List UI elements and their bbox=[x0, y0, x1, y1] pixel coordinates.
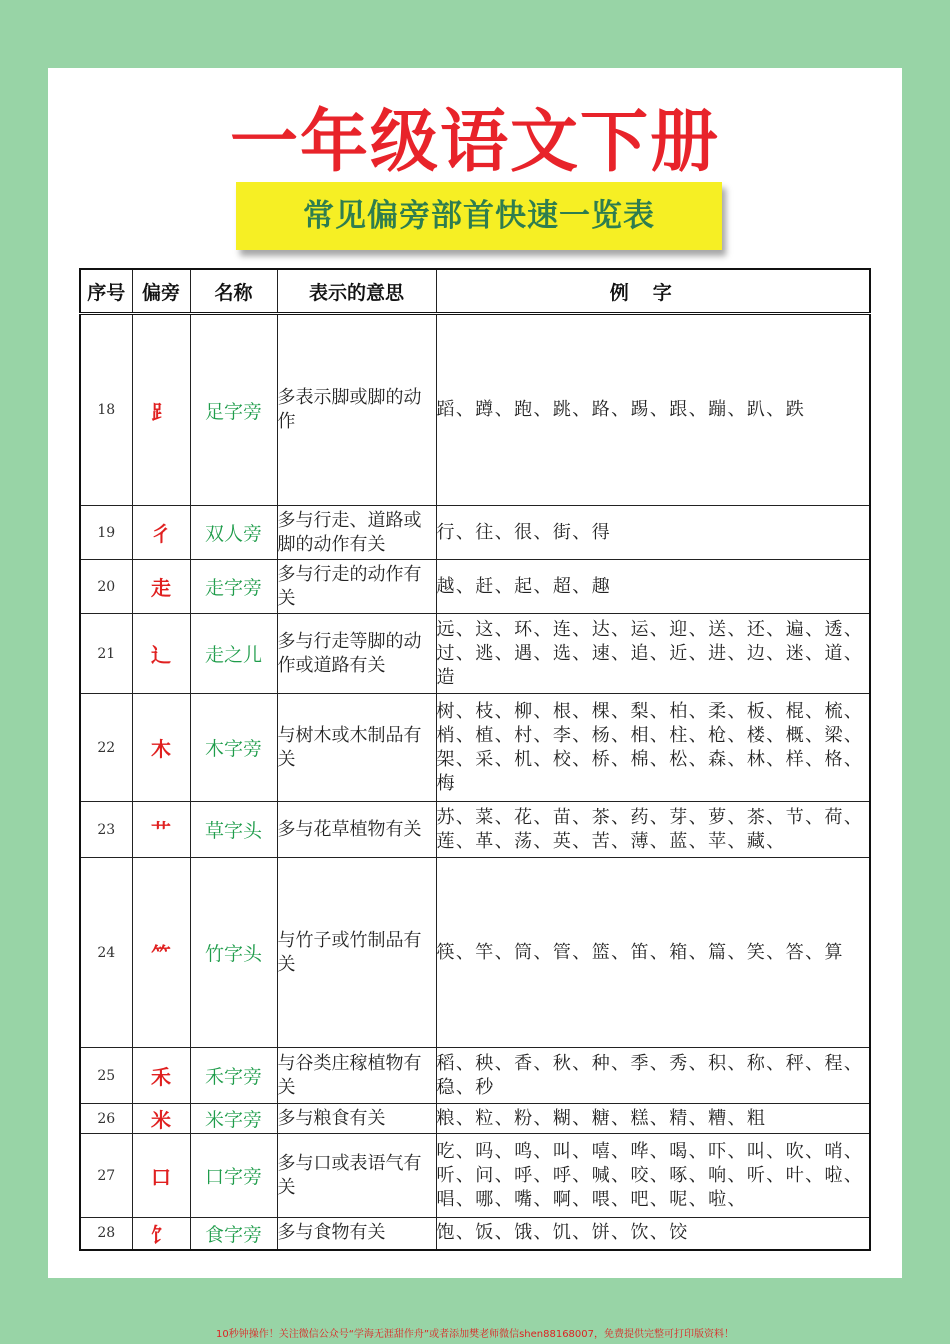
row-meaning: 多与行走等脚的动作或道路有关 bbox=[277, 614, 436, 694]
row-number: 27 bbox=[80, 1134, 132, 1218]
row-meaning: 多与口或表语气有关 bbox=[277, 1134, 436, 1218]
table-row bbox=[80, 1104, 870, 1134]
row-number: 24 bbox=[80, 858, 132, 1048]
row-meaning: 多与花草植物有关 bbox=[277, 802, 436, 858]
row-meaning: 多与行走、道路或脚的动作有关 bbox=[277, 506, 436, 560]
header-radical: 偏旁 bbox=[132, 269, 190, 314]
subtitle-banner: 常见偏旁部首快速一览表 bbox=[236, 182, 722, 250]
row-meaning: 多表示脚或脚的动作 bbox=[277, 314, 436, 506]
row-name: 食字旁 bbox=[190, 1218, 277, 1250]
row-radical: 饣 bbox=[132, 1218, 190, 1250]
row-examples: 远、这、环、连、达、运、迎、送、还、遍、透、过、逃、遇、选、速、追、近、进、边、迷、道、造 bbox=[436, 614, 870, 694]
row-examples: 筷、竿、筒、管、篮、笛、箱、篇、笑、答、算 bbox=[436, 858, 870, 1048]
page-title: 一年级语文下册 bbox=[229, 103, 720, 182]
row-name: 米字旁 bbox=[190, 1104, 277, 1134]
row-examples: 吃、吗、鸣、叫、嘻、哗、喝、吓、叫、吹、哨、听、问、呼、呼、喊、咬、啄、响、听、叶、啦、唱、哪、嘴、啊、喂、吧、呢、啦、 bbox=[436, 1134, 870, 1218]
row-examples: 行、往、很、街、得 bbox=[436, 506, 870, 560]
row-number: 28 bbox=[80, 1218, 132, 1250]
row-name: 竹字头 bbox=[190, 858, 277, 1048]
row-number: 21 bbox=[80, 614, 132, 694]
row-number: 22 bbox=[80, 694, 132, 802]
row-radical: 艹 bbox=[132, 802, 190, 858]
row-meaning: 多与行走的动作有关 bbox=[277, 560, 436, 614]
row-radical: ⺮ bbox=[132, 858, 190, 1048]
row-radical: 口 bbox=[132, 1134, 190, 1218]
row-number: 26 bbox=[80, 1104, 132, 1134]
row-name: 双人旁 bbox=[190, 506, 277, 560]
row-examples: 树、枝、柳、根、棵、梨、柏、柔、板、棍、梳、梢、植、村、李、杨、相、柱、枪、楼、概、梁、架、采、机、校、桥、棉、松、森、林、样、格、梅 bbox=[436, 694, 870, 802]
row-meaning: 与树木或木制品有关 bbox=[277, 694, 436, 802]
row-number: 25 bbox=[80, 1048, 132, 1104]
row-examples: 饱、饭、饿、饥、饼、饮、饺 bbox=[436, 1218, 870, 1250]
row-examples: 越、赶、起、超、趣 bbox=[436, 560, 870, 614]
row-radical: 禾 bbox=[132, 1048, 190, 1104]
header-examples: 例字 bbox=[436, 269, 870, 314]
table-row bbox=[80, 1218, 870, 1250]
row-examples: 粮、粒、粉、糊、糖、糕、精、糟、粗 bbox=[436, 1104, 870, 1134]
row-radical: 辶 bbox=[132, 614, 190, 694]
radicals-table bbox=[79, 268, 871, 1251]
table-row bbox=[80, 858, 870, 1048]
table-row bbox=[80, 1048, 870, 1104]
table-row bbox=[80, 802, 870, 858]
table-row bbox=[80, 560, 870, 614]
row-meaning: 多与食物有关 bbox=[277, 1218, 436, 1250]
table-row bbox=[80, 614, 870, 694]
row-meaning: 与竹子或竹制品有关 bbox=[277, 858, 436, 1048]
table-row bbox=[80, 1134, 870, 1218]
header-meaning: 表示的意思 bbox=[277, 269, 436, 314]
row-meaning: 多与粮食有关 bbox=[277, 1104, 436, 1134]
row-number: 18 bbox=[80, 314, 132, 506]
table-row bbox=[80, 506, 870, 560]
row-radical: 彳 bbox=[132, 506, 190, 560]
row-meaning: 与谷类庄稼植物有关 bbox=[277, 1048, 436, 1104]
row-radical: 走 bbox=[132, 560, 190, 614]
footer-note: 10秒钟操作！关注微信公众号“学海无涯甜作舟”或者添加樊老师微信shen88168007，免费提供完整可打印版资料！ bbox=[215, 1329, 735, 1340]
row-examples: 蹈、蹲、跑、跳、路、踢、跟、蹦、趴、跌 bbox=[436, 314, 870, 506]
row-radical: 木 bbox=[132, 694, 190, 802]
header-name: 名称 bbox=[190, 269, 277, 314]
row-radical: ⻊ bbox=[132, 314, 190, 506]
row-examples: 稻、秧、香、秋、种、季、秀、积、称、秤、程、稳、秒 bbox=[436, 1048, 870, 1104]
row-name: 足字旁 bbox=[190, 314, 277, 506]
row-number: 20 bbox=[80, 560, 132, 614]
row-number: 19 bbox=[80, 506, 132, 560]
row-name: 草字头 bbox=[190, 802, 277, 858]
row-name: 禾字旁 bbox=[190, 1048, 277, 1104]
row-name: 走字旁 bbox=[190, 560, 277, 614]
row-number: 23 bbox=[80, 802, 132, 858]
header-number: 序号 bbox=[80, 269, 132, 314]
row-name: 口字旁 bbox=[190, 1134, 277, 1218]
row-radical: 米 bbox=[132, 1104, 190, 1134]
table-header-row bbox=[80, 269, 870, 314]
row-name: 木字旁 bbox=[190, 694, 277, 802]
table-row bbox=[80, 694, 870, 802]
row-name: 走之儿 bbox=[190, 614, 277, 694]
table-row bbox=[80, 314, 870, 506]
row-examples: 苏、菜、花、苗、茶、药、芽、萝、茶、节、荷、莲、革、荡、英、苦、薄、蓝、苹、藏、 bbox=[436, 802, 870, 858]
